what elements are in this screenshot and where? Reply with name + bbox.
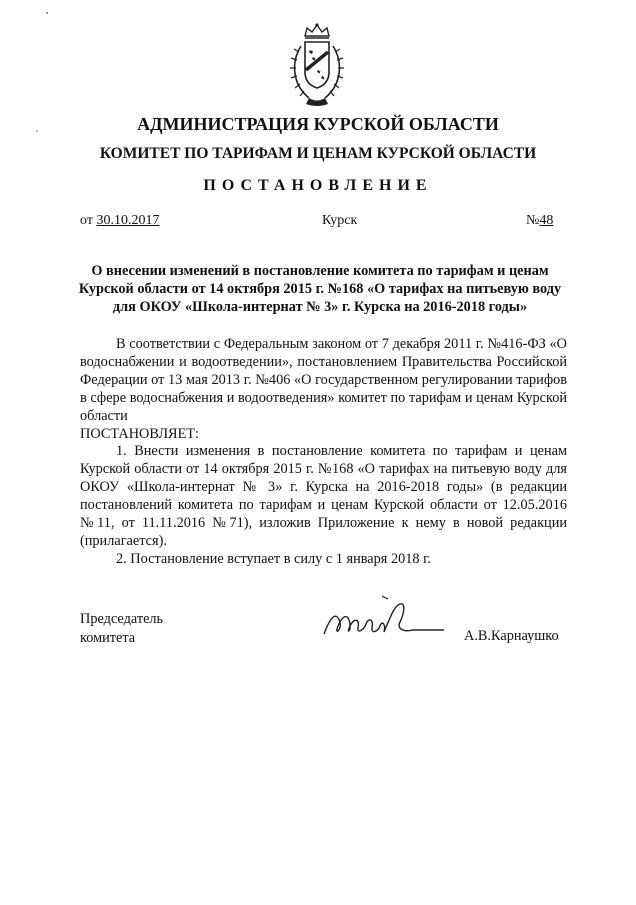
date-prefix: от bbox=[80, 213, 97, 228]
signer-position-line1: Председатель bbox=[80, 611, 164, 627]
document-city: Курск bbox=[322, 213, 358, 228]
preamble-paragraph: В соответствии с Федеральным законом от 7 декабря 2011 г. №416-ФЗ «О водоснабжении и водоотведении», постановлением Правительства Российской Федерации от 13 мая 2013 г. №406 «О государственном регулировании тарифов в сфере водоснабжения и водоотведения» комитет по тарифам и ценам Курской области bbox=[80, 336, 567, 424]
number-prefix: № bbox=[526, 213, 540, 228]
coat-of-arms-emblem bbox=[287, 22, 347, 106]
committee-title: КОМИТЕТ ПО ТАРИФАМ И ЦЕНАМ КУРСКОЙ ОБЛАСТИ bbox=[99, 145, 537, 162]
document-subject: О внесении изменений в постановление комитета по тарифам и ценам Курской области от 14 октября 2015 г. №168 «О тарифах на питьевую воду для ОКОУ «Школа-интернат № 3» г. Курска на 2016-2018 годы» bbox=[78, 263, 562, 315]
document-number bbox=[526, 213, 553, 229]
signer-position-line2: комитета bbox=[80, 630, 136, 646]
resolves-paragraph: ПОСТАНОВЛЯЕТ: bbox=[80, 425, 200, 442]
administration-title: АДМИНИСТРАЦИЯ КУРСКОЙ ОБЛАСТИ bbox=[137, 114, 499, 134]
date-value: 30.10.2017 bbox=[96, 213, 160, 228]
document-date bbox=[80, 213, 159, 229]
document-body bbox=[80, 336, 567, 569]
item-2-paragraph: 2. Постановление вступает в силу с 1 января 2018 г. bbox=[116, 550, 431, 567]
number-value: 48 bbox=[539, 213, 554, 228]
document-type-title: ПОСТАНОВЛЕНИЕ bbox=[203, 177, 433, 194]
handwritten-signature bbox=[320, 588, 450, 648]
item-1-paragraph: 1. Внести изменения в постановление комитета по тарифам и ценам Курской области от 14 октября 2015 г. №168 «О тарифах на питьевую воду для ОКОУ «Школа-интернат № 3» г. Курска на 2016-2018 годы» (в редакции постановлений комитета по тарифам и ценам Курской области от 12.05.2016 №11, от 11.11.2016 №71), изложив Приложение к нему в новой редакции (прилагается). bbox=[80, 443, 567, 549]
signer-name: А.В.Карнаушко bbox=[464, 628, 559, 644]
signer-position bbox=[80, 610, 163, 648]
